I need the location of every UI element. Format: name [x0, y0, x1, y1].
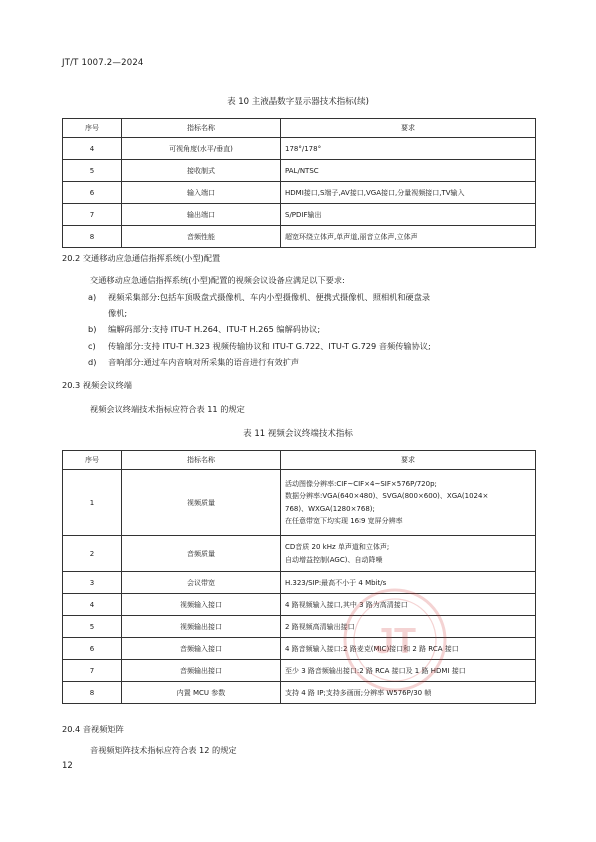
- row-name: 会议带宽: [122, 572, 281, 594]
- row-num: 6: [63, 182, 122, 204]
- watermark-seal-icon: [340, 585, 450, 695]
- table-row: [63, 572, 536, 594]
- row-req: S/PDIF输出: [281, 204, 536, 226]
- table-row: [63, 660, 536, 682]
- table-row: [63, 594, 536, 616]
- watermark-seal-text: JT: [373, 620, 417, 661]
- row-req: 超宽环绕立体声,单声道,丽音立体声,立体声: [281, 226, 536, 248]
- row-num: 7: [63, 204, 122, 226]
- row-req: 4 路音频输入接口:2 路麦克(MIC)接口和 2 路 RCA 接口: [281, 638, 536, 660]
- req-line: CD音质 20 kHz 单声道和立体声;: [285, 543, 390, 551]
- row-name: 视频输出接口: [122, 616, 281, 638]
- list-item-c: [88, 341, 536, 352]
- list-label: c): [88, 341, 96, 351]
- table-row: [63, 536, 536, 572]
- section-20-3-para: 视频会议终端技术指标应符合表 11 的规定: [90, 404, 245, 414]
- header-req: 要求: [281, 451, 536, 470]
- row-name: 接收制式: [122, 160, 281, 182]
- list-text: 视频采集部分:包括车顶吸盘式摄像机、车内小型摄像机、便携式摄像机、照相机和硬盘录: [108, 292, 431, 302]
- section-20-2-intro: 交通移动应急通信指挥系统(小型)配置的视频会议设备应满足以下要求:: [90, 275, 345, 285]
- row-name: 输入端口: [122, 182, 281, 204]
- table11-caption: 表 11 视频会议终端技术指标: [243, 429, 353, 439]
- row-num: 3: [63, 572, 122, 594]
- row-req: 2 路视频高清输出接口: [281, 616, 536, 638]
- req-line: 自动增益控制(AGC)、自动降噪: [285, 555, 383, 564]
- header-seq: 序号: [63, 119, 122, 138]
- row-num: 4: [63, 138, 122, 160]
- list-label: a): [88, 292, 97, 302]
- row-name: 视频输入接口: [122, 594, 281, 616]
- table10: [62, 118, 536, 248]
- row-name: 音频质量: [122, 536, 281, 572]
- table-row: [63, 470, 536, 536]
- table-row: [63, 182, 536, 204]
- row-req: HDMI接口,S端子,AV接口,VGA接口,分量视频接口,TV输入: [281, 182, 536, 204]
- list-text: 传输部分:支持 ITU-T H.323 视频传输协议和 ITU-T G.722、ITU-T G.729 音频传输协议;: [108, 341, 431, 351]
- list-item-a: [88, 292, 536, 303]
- list-item-a-continuation: 像机;: [108, 308, 128, 318]
- list-item-d: [88, 357, 536, 368]
- row-num: 8: [63, 682, 122, 704]
- table11-header-row: [63, 451, 536, 470]
- row-req: H.323/SIP:最高不小于 4 Mbit/s: [281, 572, 536, 594]
- row-req: 178°/178°: [281, 138, 536, 160]
- row-req: 支持 4 路 IP;支持多画面;分辨率 W576P/30 帧: [281, 682, 536, 704]
- table11: [62, 450, 536, 704]
- header-name: 指标名称: [122, 119, 281, 138]
- table-row: [63, 160, 536, 182]
- table-row: [63, 682, 536, 704]
- list-item-b: [88, 324, 536, 335]
- row-num: 4: [63, 594, 122, 616]
- list-text: 编解码部分:支持 ITU-T H.264、ITU-T H.265 编解码协议;: [108, 324, 321, 334]
- header-req: 要求: [281, 119, 536, 138]
- row-num: 8: [63, 226, 122, 248]
- section-heading-20-3: 20.3 视频会议终端: [62, 380, 132, 390]
- list-label: b): [88, 324, 97, 334]
- req-line: 768)、WXGA(1280×768);: [285, 504, 375, 513]
- row-req: 4 路视频输入接口,其中 3 路为高清接口: [281, 594, 536, 616]
- req-line: 数据分辨率:VGA(640×480)、SVGA(800×600)、XGA(1024×: [285, 492, 489, 500]
- req-line: 活动图像分辨率:CIF~CIF×4~SIF×576P/720p;: [285, 479, 437, 488]
- section-20-4-para: 音视频矩阵技术指标应符合表 12 的规定: [90, 745, 237, 755]
- row-name: 音频性能: [122, 226, 281, 248]
- table-row: [63, 138, 536, 160]
- header-seq: 序号: [63, 451, 122, 470]
- table-row: [63, 616, 536, 638]
- page-number: 12: [62, 761, 73, 771]
- section-heading-20-2: 20.2 交通移动应急通信指挥系统(小型)配置: [62, 253, 221, 263]
- standard-code: JT/T 1007.2—2024: [62, 58, 144, 68]
- row-name: 内置 MCU 参数: [122, 682, 281, 704]
- table-row: [63, 204, 536, 226]
- row-num: 1: [63, 470, 122, 536]
- row-name: 输出端口: [122, 204, 281, 226]
- row-name: 音频输入接口: [122, 638, 281, 660]
- row-req: 至少 3 路音频输出接口:2 路 RCA 接口及 1 路 HDMI 接口: [281, 660, 536, 682]
- section-heading-20-4: 20.4 音视频矩阵: [62, 724, 124, 734]
- row-num: 7: [63, 660, 122, 682]
- row-name: 可视角度(水平/垂直): [122, 138, 281, 160]
- row-num: 2: [63, 536, 122, 572]
- row-req: PAL/NTSC: [281, 160, 536, 182]
- row-num: 5: [63, 616, 122, 638]
- row-name: 视频质量: [122, 470, 281, 536]
- list-label: d): [88, 357, 97, 367]
- table-row: [63, 638, 536, 660]
- table10-header-row: [63, 119, 536, 138]
- list-text: 音响部分:通过车内音响对所采集的语音进行有效扩声: [108, 357, 300, 367]
- row-num: 5: [63, 160, 122, 182]
- row-req: [281, 470, 536, 536]
- row-num: 6: [63, 638, 122, 660]
- row-name: 音频输出接口: [122, 660, 281, 682]
- table10-caption: 表 10 主液晶数字显示器技术指标(续): [227, 97, 369, 107]
- row-req: [281, 536, 536, 572]
- table-row: [63, 226, 536, 248]
- header-name: 指标名称: [122, 451, 281, 470]
- req-line: 在任意带宽下均实现 16∶9 宽屏分辨率: [285, 517, 403, 525]
